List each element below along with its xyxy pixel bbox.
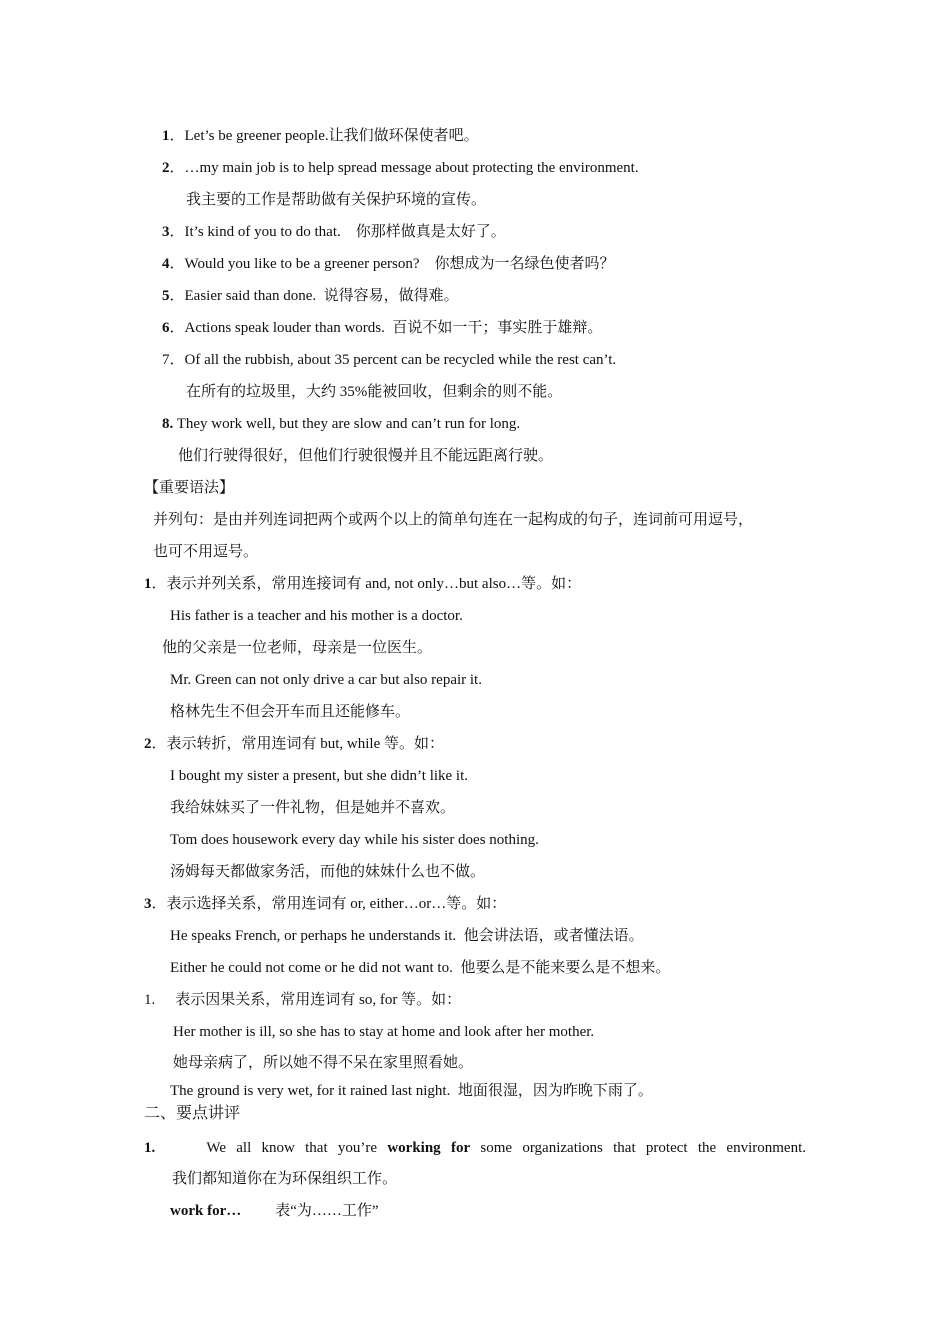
phrase-number: 6 [162,320,170,336]
example: He speaks French, or perhaps he understands it. 他会讲法语，或者懂法语。 [170,928,644,944]
item-number: 1. [144,1140,156,1156]
phrase-8-translation: 他们行驶得很好，但他们行驶很慢并且不能远距离行驶。 [178,448,554,464]
example-en: His father is a teacher and his mother is a doctor. [170,608,463,624]
phrase-3: 3．It’s kind of you to do that. 你那样做真是太好了。 [162,224,506,240]
sentence-highlight: working for [387,1140,471,1156]
grammar-intro-line2: 也可不用逗号。 [153,544,259,560]
phrase-text: They work well, but they are slow and can’t run for long. [176,416,521,432]
phrase-2: 2．…my main job is to help spread message about protecting the environment. [162,160,639,176]
item-title: 表示并列关系，常用连接词有 and, not only…but also…等。如： [166,576,582,592]
phrase-7: 7．Of all the rubbish, about 35 percent can be recycled while the rest can’t. [162,352,617,368]
phrase-note: 表“为……工作” [275,1203,379,1219]
item-number: 1. [144,992,156,1008]
key-points-heading: 二、要点讲评 [144,1105,241,1122]
example-zh: 格林先生不但会开车而且还能修车。 [170,704,411,720]
phrase-text: Actions speak louder than words. 百说不如一干；事实胜于雄辩。 [184,320,603,336]
phrase-number: 2 [162,160,170,176]
phrase-1: 1．Let’s be greener people.让我们做环保使者吧。 [162,128,479,144]
phrase-4: 4．Would you like to be a greener person? 你想成为一名绿色使者吗？ [162,256,615,272]
example-zh: 她母亲病了，所以她不得不呆在家里照看她。 [173,1055,474,1071]
grammar-item-2-title: 2．表示转折，常用连词有 but, while 等。如： [144,736,445,752]
item-number: 1 [144,576,152,592]
example: The ground is very wet, for it rained last night. 地面很湿，因为昨晚下雨了。 [170,1083,653,1099]
example: Either he could not come or he did not want to. 他要么是不能来要么是不想来。 [170,960,671,976]
phrase-number: 7 [162,352,170,368]
example-en: Tom does housework every day while his sister does nothing. [170,832,539,848]
key-point-1-phrase [170,1201,379,1221]
grammar-item-1-title: 1．表示并列关系，常用连接词有 and, not only…but also…等。如： [144,576,582,592]
phrase-number: 4 [162,256,170,272]
example-en: I bought my sister a present, but she didn’t like it. [170,768,469,784]
example-en: Mr. Green can not only drive a car but also repair it. [170,672,482,688]
grammar-item-4-title [144,990,461,1010]
example-zh: 他的父亲是一位老师，母亲是一位医生。 [162,640,433,656]
phrase-text: …my main job is to help spread message about protecting the environment. [184,160,639,176]
phrase-number: 5 [162,288,170,304]
grammar-heading: 【重要语法】 [144,480,235,496]
phrase-text: Would you like to be a greener person? 你想成为一名绿色使者吗？ [184,256,615,272]
example-zh: 汤姆每天都做家务活，而他的妹妹什么也不做。 [170,864,486,880]
item-title: 表示因果关系，常用连词有 so, for 等。如： [175,992,462,1008]
phrase-6: 6．Actions speak louder than words. 百说不如一干；事实胜于雄辩。 [162,320,603,336]
phrase-7-translation: 在所有的垃圾里，大约 35%能被回收，但剩余的则不能。 [186,384,563,400]
grammar-item-3-title: 3．表示选择关系，常用连词有 or, either…or…等。如： [144,896,507,912]
key-point-1-translation: 我们都知道你在为环保组织工作。 [172,1171,398,1187]
phrase-bold: work for… [170,1203,242,1219]
sentence-text: We all know that you’re [206,1140,388,1156]
phrase-number: 1 [162,128,170,144]
phrase-number: 8. [162,416,174,432]
phrase-text: It’s kind of you to do that. 你那样做真是太好了。 [184,224,506,240]
item-title: 表示转折，常用连词有 but, while 等。如： [166,736,445,752]
item-title: 表示选择关系，常用连词有 or, either…or…等。如： [166,896,507,912]
phrase-8 [162,414,520,434]
phrase-2-translation: 我主要的工作是帮助做有关保护环境的宣传。 [186,192,487,208]
key-point-1-sentence [144,1138,806,1158]
phrase-text: Let’s be greener people.让我们做环保使者吧。 [184,128,479,144]
example-zh: 我给妹妹买了一件礼物，但是她并不喜欢。 [170,800,456,816]
phrase-text: Of all the rubbish, about 35 percent can be recycled while the rest can’t. [184,352,617,368]
phrase-5: 5．Easier said than done. 说得容易，做得难。 [162,288,459,304]
phrase-number: 3 [162,224,170,240]
phrase-text: Easier said than done. 说得容易，做得难。 [184,288,459,304]
item-number: 3 [144,896,152,912]
example-en: Her mother is ill, so she has to stay at home and look after her mother. [173,1024,595,1040]
sentence-text: some organizations that protect the environment. [470,1140,806,1156]
item-number: 2 [144,736,152,752]
grammar-intro-line1: 并列句：是由并列连词把两个或两个以上的简单句连在一起构成的句子，连词前可用逗号， [153,512,754,528]
